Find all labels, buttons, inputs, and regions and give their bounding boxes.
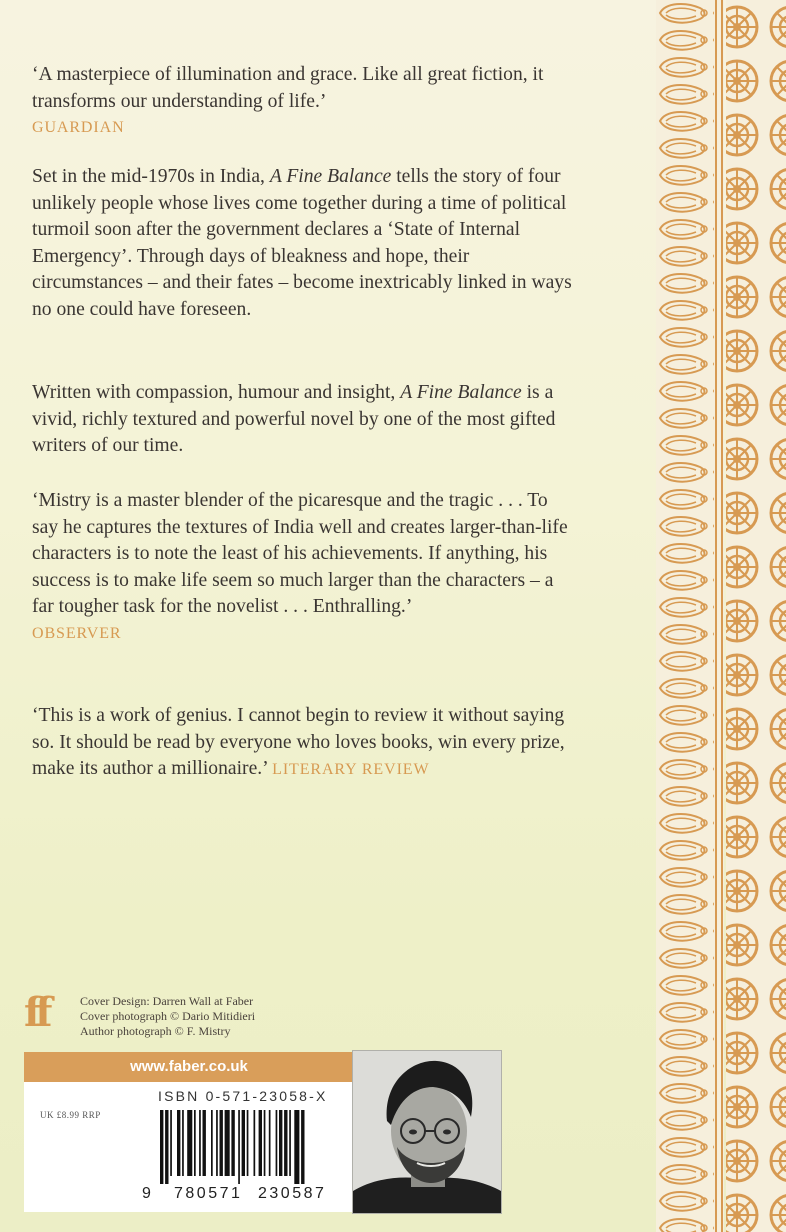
barcode-bar <box>182 1110 184 1176</box>
synopsis-paragraph <box>32 164 572 324</box>
barcode-bar <box>301 1110 304 1184</box>
synopsis-text-end: is a vivid, richly textured and powerful novel by one of the most gifted writers of our time. <box>32 382 556 457</box>
barcode-bar <box>199 1110 201 1176</box>
barcode-bar <box>220 1110 223 1176</box>
credit-line: Cover photograph © Dario Mitidieri <box>80 1009 256 1023</box>
barcode-bar <box>259 1110 262 1176</box>
barcode-bar <box>211 1110 213 1176</box>
book-title: A Fine Balance <box>400 382 522 403</box>
barcode-bar <box>170 1110 172 1176</box>
barcode-bar <box>242 1110 245 1176</box>
barcode-bar <box>269 1110 271 1176</box>
synopsis-text-end: tells the story of four unlikely people whose lives come together during a time of political turmoil soon after the government declares a ‘State of Internal Emergency’. Through days of bleakness and hope, their circumstances – and their fates – become inextricably linked in ways no one could have foreseen. <box>32 166 572 320</box>
barcode-bar <box>187 1110 192 1176</box>
barcode-digits: 780571 <box>174 1185 243 1202</box>
barcode-bar <box>294 1110 299 1184</box>
barcode-bar <box>194 1110 196 1176</box>
quote-text: ‘Mistry is a master blender of the picaresque and the tragic . . . To say he captures the textures of India well and creates larger-than-life characters is to note the least of his achievements. If anything, his success is to make life seem so much larger than the characters – a far tougher task for the novelist . . . Enthralling.’ <box>32 490 568 618</box>
review-quote-observer <box>32 488 572 648</box>
book-title: A Fine Balance <box>269 166 392 187</box>
barcode-panel <box>24 1052 354 1212</box>
barcode-bar <box>276 1110 278 1176</box>
credit-line: Cover Design: Darren Wall at Faber <box>80 994 254 1008</box>
isbn-label: ISBN 0-571-23058-X <box>158 1088 328 1104</box>
barcode-bar <box>160 1110 163 1184</box>
quote-source: LITERARY REVIEW <box>272 761 430 779</box>
review-quote-guardian <box>32 62 572 142</box>
barcode-digits: 230587 <box>258 1185 327 1202</box>
ornamental-border <box>656 0 786 1232</box>
faber-ff-logo-icon: ff <box>24 989 47 1036</box>
barcode-digit: 9 <box>142 1185 151 1202</box>
barcode-bar <box>264 1110 266 1176</box>
barcode-bar <box>284 1110 287 1176</box>
price-label: UK £8.99 RRP <box>40 1110 101 1120</box>
author-photo <box>352 1050 502 1214</box>
barcode-bar <box>289 1110 291 1176</box>
synopsis-text-start: Set in the mid-1970s in India, <box>32 166 270 187</box>
barcode-bar <box>247 1110 249 1176</box>
synopsis-paragraph-2 <box>32 380 572 460</box>
barcode-bar <box>216 1110 218 1176</box>
barcode-bar <box>238 1110 240 1184</box>
credit-line: Author photograph © F. Mistry <box>80 1024 231 1038</box>
quote-source: OBSERVER <box>32 624 122 642</box>
barcode-bar <box>225 1110 230 1176</box>
barcode-bar <box>165 1110 168 1184</box>
cover-credits <box>80 994 255 1039</box>
quote-text: ‘A masterpiece of illumination and grace. Like all great fiction, it transforms our understanding of life.’ <box>32 64 544 112</box>
barcode-bar <box>231 1110 234 1176</box>
barcode-bar <box>203 1110 206 1176</box>
barcode-bar <box>177 1110 180 1176</box>
quote-source: GUARDIAN <box>32 119 125 137</box>
quote-text: ‘This is a work of genius. I cannot begin to review it without saying so. It should be read by everyone who loves books, win every prize, make its author a millionaire.’ <box>32 705 565 780</box>
synopsis-text-start: Written with compassion, humour and insight, <box>32 382 401 403</box>
barcode-icon <box>158 1110 348 1184</box>
barcode-bar <box>254 1110 256 1176</box>
review-quote-literary-review <box>32 703 572 784</box>
publisher-url: www.faber.co.uk <box>24 1052 354 1082</box>
barcode-bar <box>279 1110 282 1176</box>
